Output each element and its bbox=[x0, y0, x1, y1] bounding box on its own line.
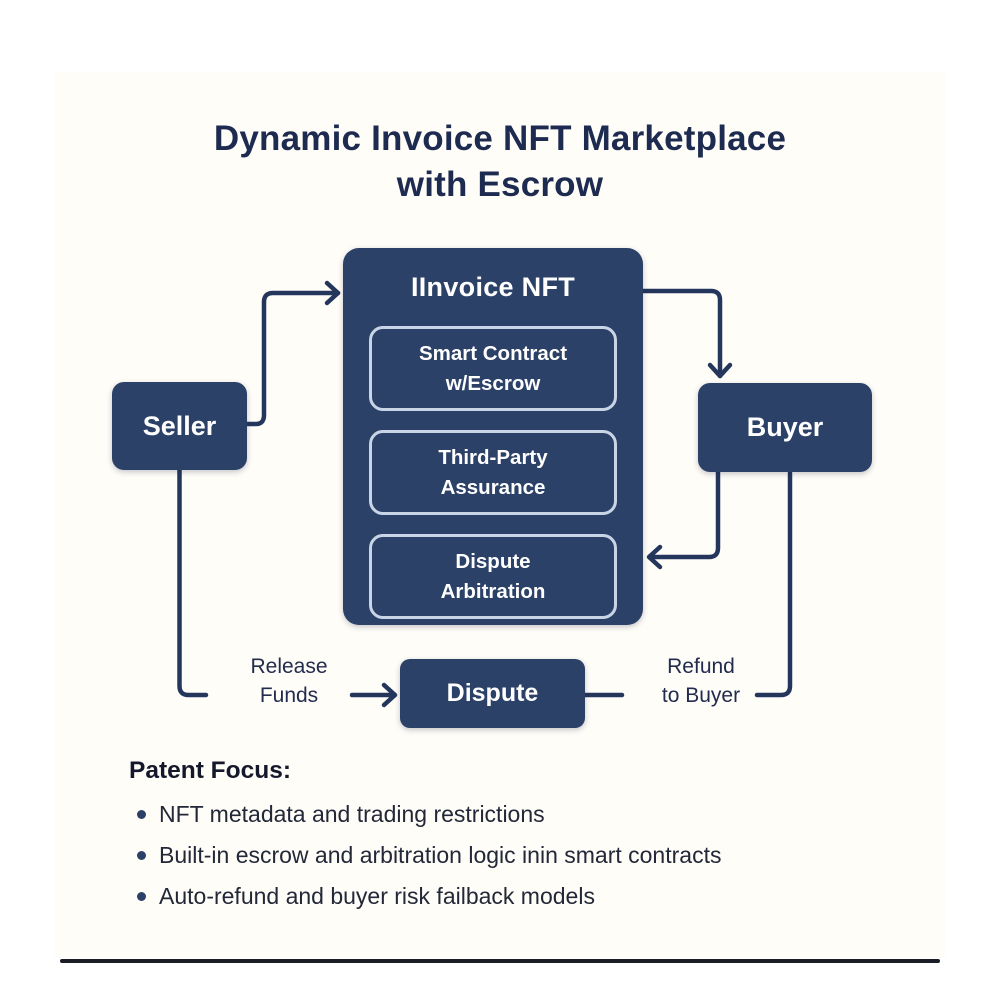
page-title bbox=[0, 116, 1000, 207]
release-funds-label bbox=[229, 652, 349, 711]
seller-label: Seller bbox=[142, 410, 217, 441]
invoice-nft-node bbox=[343, 248, 643, 625]
dispute-label: Dispute bbox=[446, 679, 539, 707]
refund-line1: Refund bbox=[667, 655, 735, 678]
module-third-party-line1: Third-Party bbox=[438, 446, 548, 470]
module-arbitration-line1: Dispute bbox=[455, 550, 531, 574]
bullet-text-1: NFT metadata and trading restrictions bbox=[159, 801, 545, 827]
module-smart-contract-line1: Smart Contract bbox=[418, 342, 568, 366]
list-item bbox=[129, 800, 721, 829]
list-item bbox=[129, 882, 721, 911]
module-dispute-arbitration bbox=[369, 534, 617, 619]
seller-node bbox=[112, 382, 247, 470]
invoice-nft-header: IInvoice NFT bbox=[410, 271, 576, 302]
bullet-dot-icon bbox=[137, 810, 146, 819]
bullet-text-2: Built-in escrow and arbitration logic inin smart contracts bbox=[159, 842, 722, 868]
bottom-divider bbox=[60, 959, 940, 963]
invoice-modules bbox=[343, 326, 643, 619]
buyer-label: Buyer bbox=[746, 412, 824, 442]
module-smart-contract bbox=[369, 326, 617, 411]
refund-line2: to Buyer bbox=[661, 684, 741, 708]
release-funds-line1: Release bbox=[250, 655, 328, 678]
bullet-dot-icon bbox=[137, 851, 146, 860]
list-item bbox=[129, 841, 721, 870]
module-third-party-assurance bbox=[369, 430, 617, 515]
dispute-node bbox=[400, 659, 585, 728]
module-arbitration-line2: Arbitration bbox=[440, 579, 546, 603]
module-smart-contract-line2: w/Escrow bbox=[445, 371, 541, 395]
release-funds-line2: Funds bbox=[259, 684, 319, 708]
patent-focus-list bbox=[129, 800, 721, 923]
module-third-party-line2: Assurance bbox=[440, 475, 546, 499]
page-title-line2: with Escrow bbox=[396, 164, 604, 204]
bullet-text-3: Auto-refund and buyer risk failback models bbox=[159, 883, 595, 909]
patent-focus-heading: Patent Focus: bbox=[129, 757, 291, 784]
page-title-line1: Dynamic Invoice NFT Marketplace bbox=[213, 119, 787, 158]
buyer-node bbox=[698, 383, 872, 472]
refund-to-buyer-label bbox=[641, 652, 761, 711]
bullet-dot-icon bbox=[137, 892, 146, 901]
